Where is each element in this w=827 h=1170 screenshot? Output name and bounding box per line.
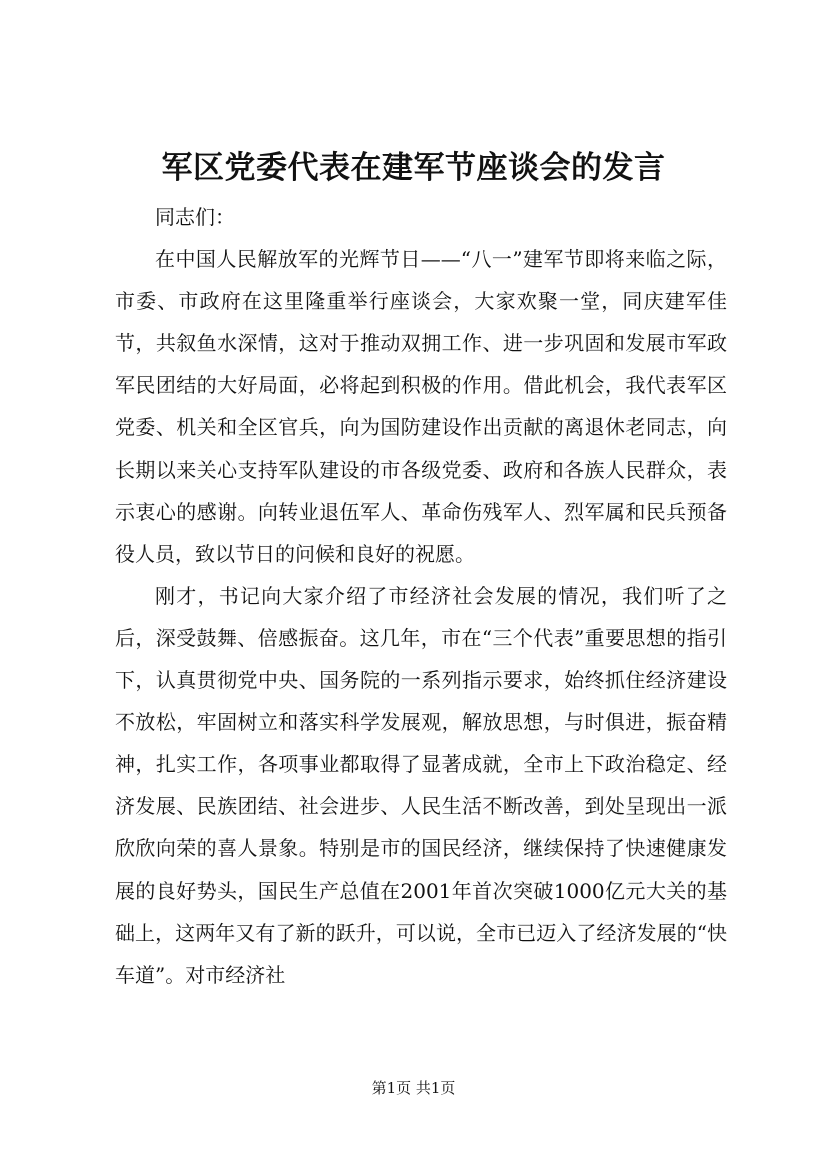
page-footer: 第1页 共1页 <box>371 1079 456 1097</box>
paragraph-2: 刚才，书记向大家介绍了市经济社会发展的情况，我们听了之后，深受鼓舞、倍感振奋。这几年，市在“三个代表”重要思想的指引下，认真贯彻党中央、国务院的一系列指示要求，始终抓住经济建设不放松，牢固树立和落实科学发展观，解放思想，与时俱进，振奋精神，扎实工作，各项事业都取得了显著成就，全市上下政治稳定、经济发展、民族团结、社会进步、人民生活不断改善，到处呈现出一派欣欣向荣的喜人景象。特别是市的国民经济，继续保持了快速健康发展的良好势头，国民生产总值在2001年首次突破1000亿元大关的基础上，这两年又有了新的跃升，可以说，全市已迈入了经济发展的“快车道”。对市经济社 <box>115 583 727 987</box>
document-body <box>115 196 727 996</box>
salutation: 同志们： <box>155 205 235 229</box>
document-title: 军区党委代表在建军节座谈会的发言 <box>161 150 666 186</box>
paragraph-1: 在中国人民解放军的光辉节日——“八一”建军节即将来临之际，市委、市政府在这里隆重举行座谈会，大家欢聚一堂，同庆建军佳节，共叙鱼水深情，这对于推动双拥工作、进一步巩固和发展市军政军民团结的大好局面，必将起到积极的作用。借此机会，我代表军区党委、机关和全区官兵，向为国防建设作出贡献的离退休老同志，向长期以来关心支持军队建设的市各级党委、政府和各族人民群众，表示衷心的感谢。向转业退伍军人、革命伤残军人、烈军属和民兵预备役人员，致以节日的问候和良好的祝愿。 <box>115 247 727 566</box>
